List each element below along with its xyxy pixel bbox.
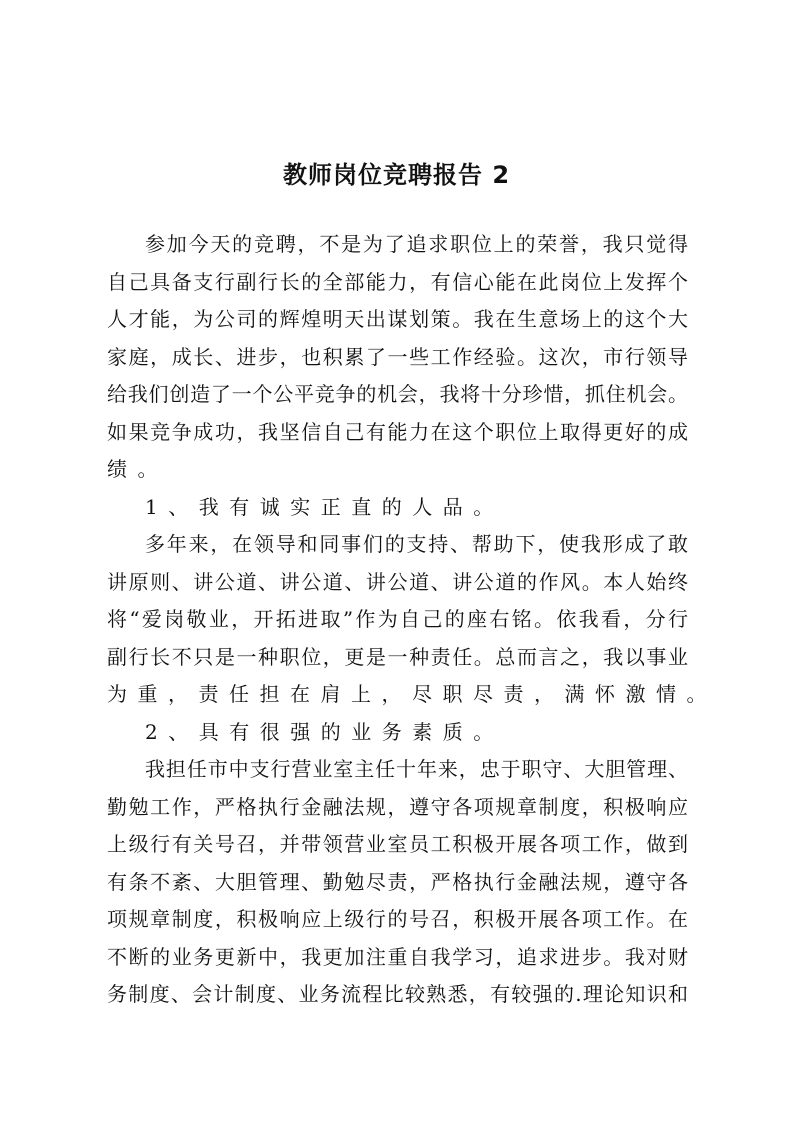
text-line: 上级行有关号召，并带领营业室员工积极开展各项工作，做到 xyxy=(107,832,688,856)
text-line: 勤勉工作，严格执行金融法规，遵守各项规章制度，积极响应 xyxy=(107,794,688,819)
text-line: 不断的业务更新中，我更加注重自我学习，追求进步。我对财 xyxy=(107,944,688,969)
paragraph xyxy=(107,489,688,527)
text-line: 1、我有诚实正直的人品。 xyxy=(145,494,504,519)
text-line: 绩。 xyxy=(107,457,168,481)
paragraph xyxy=(107,526,717,714)
paragraph xyxy=(107,226,688,489)
text-line: 将“爱岗敬业，开拓进取”作为自己的座右铭。依我看，分行 xyxy=(107,607,688,631)
text-line: 为重，责任担在肩上，尽职尽责，满怀激情。 xyxy=(107,682,717,706)
paragraph xyxy=(107,714,688,752)
text-line: 参加今天的竞聘，不是为了追求职位上的荣誉，我只觉得 xyxy=(145,232,688,256)
text-line: 2、具有很强的业务素质。 xyxy=(145,719,504,744)
text-line: 家庭，成长、进步，也积累了一些工作经验。这次，市行领导 xyxy=(107,344,688,369)
document-title: 教师岗位竞聘报告 2 xyxy=(282,161,511,189)
text-line: 自己具备支行副行长的全部能力，有信心能在此岗位上发挥个 xyxy=(107,269,688,294)
text-line: 项规章制度，积极响应上级行的号召，积极开展各项工作。在 xyxy=(107,907,688,931)
text-line: 讲原则、讲公道、讲公道、讲公道、讲公道的作风。本人始终 xyxy=(107,569,688,594)
document-body xyxy=(107,226,717,1014)
text-line: 我担任市中支行营业室主任十年来，忠于职守、大胆管理、 xyxy=(145,757,688,781)
text-line: 多年来，在领导和同事们的支持、帮助下，使我形成了敢 xyxy=(145,532,688,556)
text-line: 人才能，为公司的辉煌明天出谋划策。我在生意场上的这个大 xyxy=(107,307,688,331)
paragraph xyxy=(107,751,688,1014)
text-line: 务制度、会计制度、业务流程比较熟悉，有较强的.理论知识和 xyxy=(107,982,688,1006)
text-line: 副行长不只是一种职位，更是一种责任。总而言之，我以事业 xyxy=(107,644,688,669)
text-line: 如果竞争成功，我坚信自己有能力在这个职位上取得更好的成 xyxy=(107,419,688,444)
text-line: 有条不紊、大胆管理、勤勉尽责，严格执行金融法规，遵守各 xyxy=(107,869,688,894)
text-line: 给我们创造了一个公平竞争的机会，我将十分珍惜，抓住机会。 xyxy=(107,382,688,406)
